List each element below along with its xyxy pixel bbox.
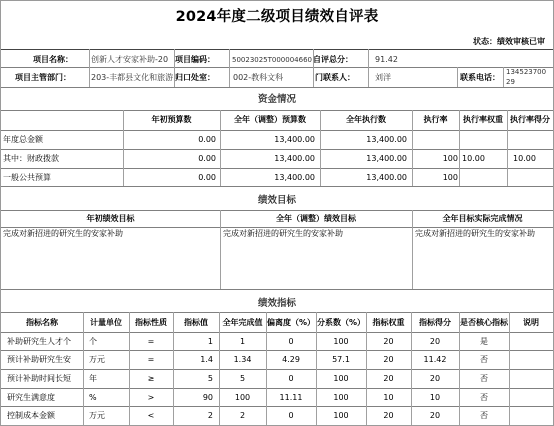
divider xyxy=(1,289,553,290)
ind-row-weight: 20 xyxy=(383,355,394,364)
goals-header-adjusted: 全年（调整）绩效目标 xyxy=(276,214,356,223)
divider xyxy=(316,312,317,425)
ind-row-unit: 个 xyxy=(89,337,97,346)
divider xyxy=(1,87,553,88)
funds-row-executed: 13,400.00 xyxy=(366,173,407,182)
ind-row-target: 90 xyxy=(202,393,213,402)
ind-row-nature: ≥ xyxy=(147,374,155,383)
ind-row-coef: 100 xyxy=(333,337,349,346)
funds-row-executed: 13,400.00 xyxy=(366,154,407,163)
divider xyxy=(219,312,220,425)
office-label: 归口处室： xyxy=(175,73,215,82)
divider xyxy=(1,110,553,111)
ind-row-unit: 年 xyxy=(89,374,97,383)
ind-row-deviation: 4.29 xyxy=(282,355,300,364)
ind-row-score: 20 xyxy=(429,337,441,346)
ind-row-core: 否 xyxy=(480,393,488,402)
ind-row-unit: 万元 xyxy=(89,355,105,364)
funds-row-rate: 100 xyxy=(442,154,458,163)
project-name-label: 项目名称： xyxy=(33,55,73,64)
ind-row-core: 否 xyxy=(480,374,488,383)
funds-section-title: 资金情况 xyxy=(257,94,296,105)
funds-row-rate: 100 xyxy=(442,173,458,182)
funds-header-executed: 全年执行数 xyxy=(346,115,386,124)
divider xyxy=(266,312,267,425)
self-score-label: 自评总分： xyxy=(313,55,353,64)
status-label: 状态：绩效审核已审 xyxy=(473,37,545,46)
funds-header-weight: 执行率权重 xyxy=(463,115,503,124)
divider xyxy=(1,130,553,131)
ind-row-actual: 1 xyxy=(239,337,246,346)
ind-row-target: 1.4 xyxy=(200,355,213,364)
funds-header-rate: 执行率 xyxy=(423,115,448,124)
project-name-value: 创新人才安家补助-20 xyxy=(91,55,169,64)
goals-header-actual: 全年目标实际完成情况 xyxy=(442,214,523,223)
ind-header-coef: 分系数（%） xyxy=(316,318,365,327)
divider xyxy=(83,312,84,425)
phone-label: 联系电话： xyxy=(460,73,500,82)
ind-row-deviation: 0 xyxy=(288,411,294,420)
ind-row-score: 11.42 xyxy=(423,355,447,364)
ind-row-unit: % xyxy=(89,393,97,402)
funds-row-initial: 0.00 xyxy=(198,135,216,144)
ind-row-core: 否 xyxy=(480,411,488,420)
funds-row-label: 一般公共预算 xyxy=(3,173,51,182)
ind-header-name: 指标名称 xyxy=(26,318,58,327)
divider xyxy=(129,312,130,425)
ind-row-target: 2 xyxy=(207,411,213,420)
ind-row-weight: 20 xyxy=(383,337,394,346)
phone-value-line2: 29 xyxy=(506,78,515,86)
ind-header-actual: 全年完成值 xyxy=(222,318,263,327)
goals-adjusted-text: 完成对新招进的研究生的安家补助 xyxy=(223,229,343,238)
ind-row-coef: 57.1 xyxy=(332,355,350,364)
ind-row-actual: 5 xyxy=(239,374,246,383)
ind-row-unit: 万元 xyxy=(89,411,105,420)
divider xyxy=(509,312,510,425)
ind-row-score: 20 xyxy=(429,411,441,420)
ind-row-score: 10 xyxy=(429,393,441,402)
ind-row-score: 20 xyxy=(429,374,441,383)
ind-header-note: 说明 xyxy=(523,318,539,327)
ind-row-core: 否 xyxy=(480,355,488,364)
divider xyxy=(1,49,553,50)
ind-header-unit: 计量单位 xyxy=(90,318,122,327)
funds-header-adjusted: 全年（调整）预算数 xyxy=(234,115,306,124)
divider xyxy=(459,312,460,425)
goals-header-initial: 年初绩效目标 xyxy=(86,214,135,223)
ind-row-target: 5 xyxy=(207,374,213,383)
funds-row-adjusted: 13,400.00 xyxy=(274,135,315,144)
office-value: 002-教科文科 xyxy=(233,73,284,82)
divider xyxy=(1,67,553,68)
funds-row-adjusted: 13,400.00 xyxy=(274,154,315,163)
ind-row-nature: = xyxy=(147,337,155,346)
ind-row-weight: 20 xyxy=(383,374,394,383)
divider xyxy=(1,186,553,187)
funds-row-adjusted: 13,400.00 xyxy=(274,173,315,182)
contact-label: 门联系人： xyxy=(315,73,355,82)
ind-header-target: 指标值 xyxy=(184,318,208,327)
ind-row-coef: 100 xyxy=(333,374,349,383)
ind-row-deviation: 0 xyxy=(288,374,294,383)
ind-header-core: 是否核心指标 xyxy=(460,318,508,327)
ind-row-core: 是 xyxy=(480,337,488,346)
ind-row-name: 研究生满意度 xyxy=(7,393,55,402)
project-code-label: 项目编码： xyxy=(175,55,215,64)
ind-row-name: 预计补助时间长短 xyxy=(7,374,71,383)
ind-row-target: 1 xyxy=(207,337,213,346)
ind-row-coef: 100 xyxy=(333,393,349,402)
dept-value: 203-丰都县文化和旅游 xyxy=(91,73,174,82)
project-code-value: 50023025T000004660 xyxy=(232,56,312,64)
divider xyxy=(411,312,412,425)
ind-row-deviation: 11.11 xyxy=(279,393,303,402)
goals-initial-text: 完成对新招进的研究生的安家补助 xyxy=(3,229,123,238)
goals-actual-text: 完成对新招进的研究生的安家补助 xyxy=(415,229,535,238)
ind-header-weight: 指标权重 xyxy=(372,318,405,327)
ind-row-nature: = xyxy=(147,355,155,364)
divider xyxy=(366,312,367,425)
ind-header-nature: 指标性质 xyxy=(135,318,167,327)
ind-row-weight: 10 xyxy=(383,393,394,402)
divider xyxy=(1,149,553,150)
funds-row-initial: 0.00 xyxy=(198,173,216,182)
divider xyxy=(1,227,553,228)
ind-row-actual: 100 xyxy=(234,393,251,402)
indicators-section-title: 绩效指标 xyxy=(257,298,296,309)
self-score-value: 91.42 xyxy=(375,55,398,64)
funds-header-score: 执行率得分 xyxy=(510,115,550,124)
funds-row-executed: 13,400.00 xyxy=(366,135,407,144)
funds-row-initial: 0.00 xyxy=(198,154,216,163)
funds-header-initial: 年初预算数 xyxy=(151,115,192,124)
ind-row-actual: 2 xyxy=(239,411,246,420)
ind-row-coef: 100 xyxy=(333,411,349,420)
ind-row-actual: 1.34 xyxy=(233,355,252,364)
ind-row-nature: < xyxy=(147,411,155,420)
divider xyxy=(1,210,553,211)
ind-header-deviation: 偏离度（%） xyxy=(266,318,315,327)
funds-row-score: 10.00 xyxy=(513,154,536,163)
ind-row-name: 补助研究生人才个 xyxy=(7,337,71,346)
form-title: 2024年度二级项目绩效自评表 xyxy=(175,9,379,25)
divider xyxy=(173,312,174,425)
contact-value: 刘洋 xyxy=(375,73,391,82)
funds-row-label: 其中：财政拨款 xyxy=(3,154,59,163)
ind-row-name: 预计补助研究生安 xyxy=(7,355,71,364)
ind-row-name: 控制成本金额 xyxy=(7,411,55,420)
goals-section-title: 绩效目标 xyxy=(257,195,296,206)
funds-row-weight: 10.00 xyxy=(462,154,485,163)
divider xyxy=(1,168,553,169)
ind-row-nature: > xyxy=(147,393,155,402)
funds-row-label: 年度总金额 xyxy=(3,135,43,144)
dept-label: 项目主管部门： xyxy=(15,73,71,82)
phone-value-line1: 134523700 xyxy=(506,68,547,76)
ind-row-deviation: 0 xyxy=(288,337,294,346)
ind-header-score: 指标得分 xyxy=(419,318,451,327)
ind-row-weight: 20 xyxy=(383,411,394,420)
